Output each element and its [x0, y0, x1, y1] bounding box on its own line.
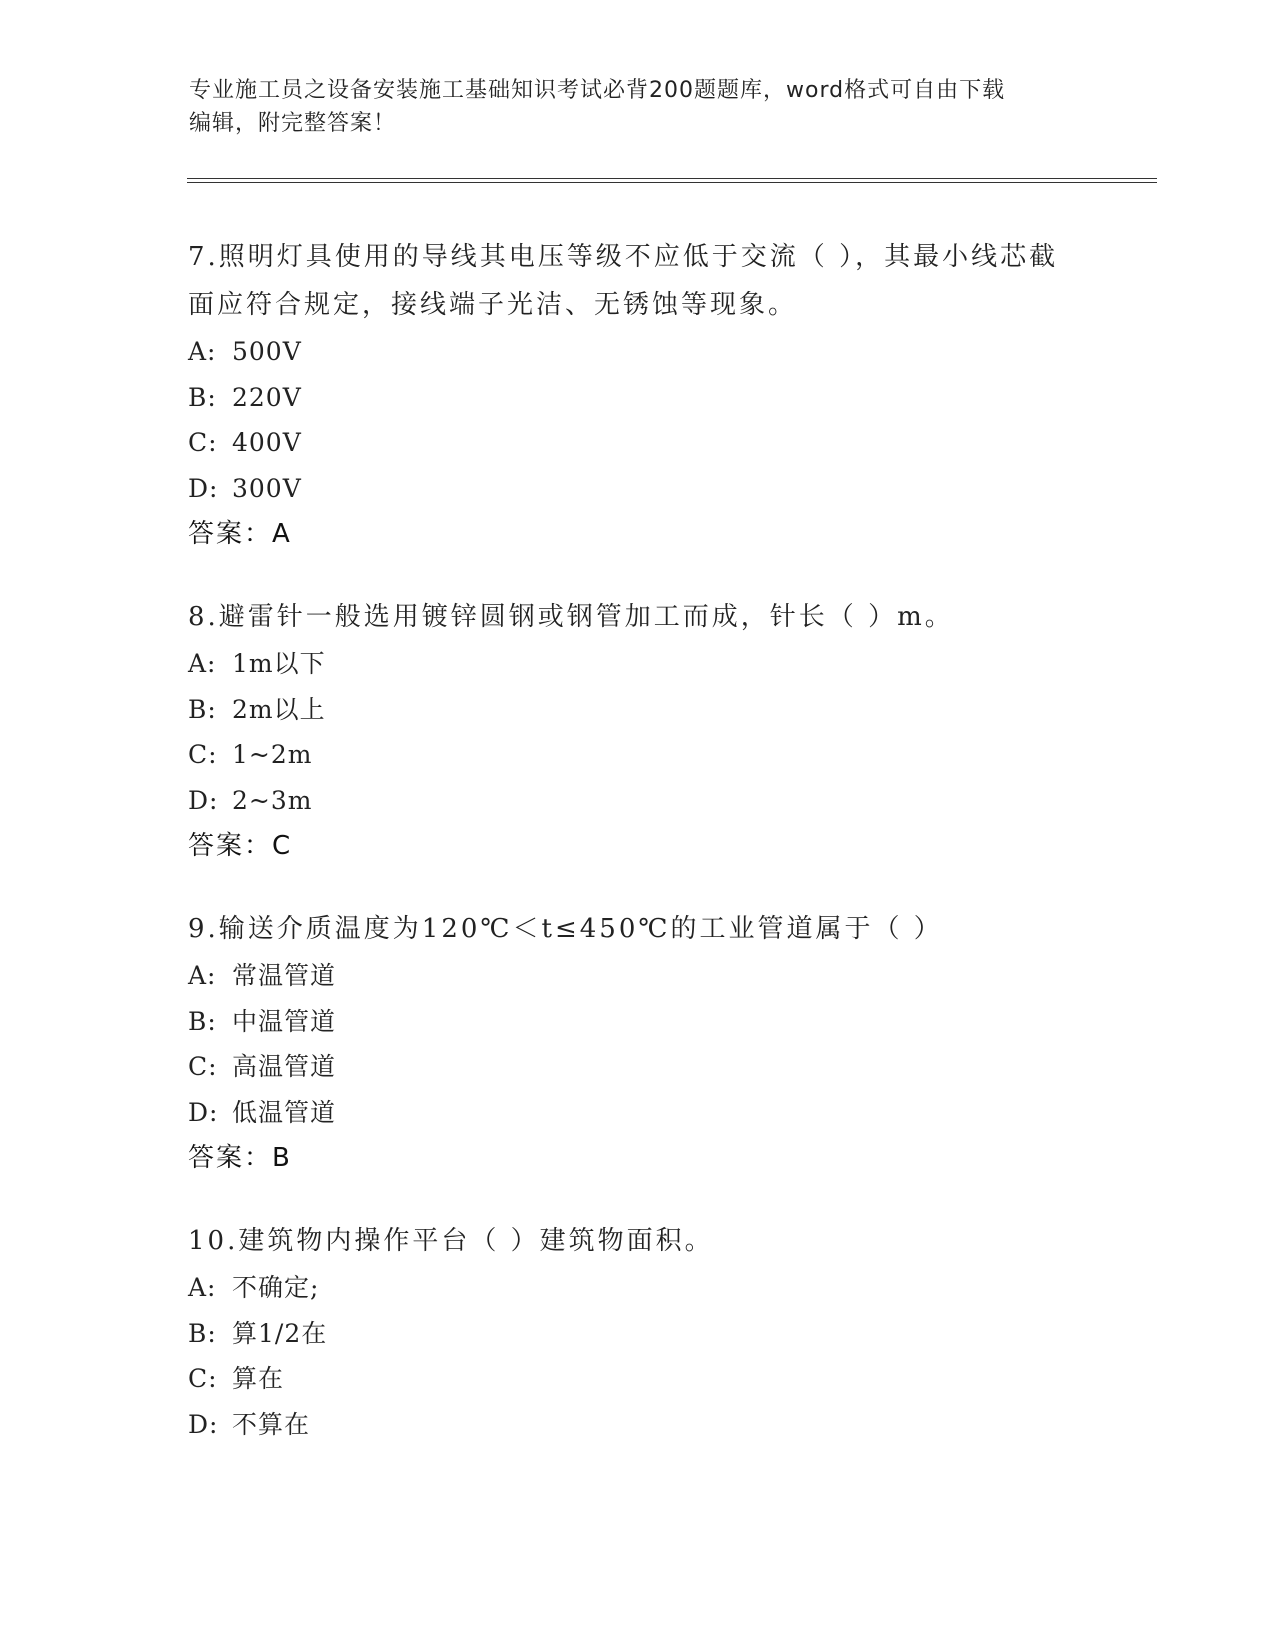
option-a — [188, 329, 1088, 375]
question-stem-line-1: 9.输送介质温度为120℃＜t≤450℃的工业管道属于（ ） — [188, 914, 943, 944]
option-label: D: — [188, 1097, 219, 1127]
option-b — [188, 999, 1088, 1045]
question-9 — [188, 905, 1088, 1181]
option-text: 2m以上 — [232, 694, 326, 724]
option-label: C: — [188, 1052, 218, 1081]
option-text: 500V — [232, 337, 302, 366]
option-b — [188, 1311, 1088, 1357]
option-text: 400V — [232, 428, 302, 457]
option-label: C: — [188, 740, 218, 769]
option-c — [188, 420, 1088, 466]
option-a — [188, 1265, 1088, 1311]
option-text: 低温管道 — [232, 1097, 337, 1127]
option-b — [188, 687, 1088, 733]
option-label: A: — [188, 337, 217, 366]
question-8 — [188, 593, 1088, 869]
option-text: 高温管道 — [232, 1052, 337, 1081]
option-label: A: — [188, 961, 217, 990]
header-line-2: 编辑，附完整答案！ — [189, 111, 397, 136]
option-label: D: — [188, 473, 219, 503]
option-text: 不算在 — [232, 1409, 311, 1439]
document-header — [189, 74, 1089, 140]
option-c — [188, 1044, 1088, 1090]
question-10 — [188, 1217, 1088, 1447]
question-stem — [188, 593, 1088, 641]
option-text: 算1/2在 — [232, 1318, 328, 1348]
option-label: C: — [188, 428, 218, 457]
answer-line: 答案：B — [188, 1143, 292, 1173]
option-a — [188, 641, 1088, 687]
option-text: 2~3m — [232, 785, 313, 815]
question-stem-line-1: 7.照明灯具使用的导线其电压等级不应低于交流（ ），其最小线芯截 — [188, 242, 1059, 272]
option-label: B: — [188, 1318, 217, 1348]
question-stem-line-1: 8.避雷针一般选用镀锌圆钢或钢管加工而成，针长（ ）m。 — [188, 602, 954, 632]
header-line-1: 专业施工员之设备安装施工基础知识考试必背200题题库，word格式可自由下载 — [189, 78, 1006, 103]
option-d — [188, 778, 1088, 824]
option-d — [188, 1090, 1088, 1136]
option-text: 300V — [232, 473, 302, 503]
option-text: 1m以下 — [232, 649, 326, 678]
question-stem-line-1: 10.建筑物内操作平台（ ）建筑物面积。 — [188, 1226, 714, 1256]
question-stem — [188, 233, 1088, 329]
option-label: A: — [188, 1273, 217, 1302]
option-text: 220V — [232, 382, 302, 412]
option-text: 算在 — [232, 1364, 285, 1393]
question-stem — [188, 1217, 1088, 1265]
question-stem — [188, 905, 1088, 953]
option-d — [188, 466, 1088, 512]
answer-line: 答案：A — [188, 519, 292, 549]
option-c — [188, 1356, 1088, 1402]
option-b — [188, 375, 1088, 421]
option-a — [188, 953, 1088, 999]
option-label: B: — [188, 1006, 217, 1036]
question-7 — [188, 233, 1088, 557]
option-text: 常温管道 — [232, 961, 337, 990]
option-label: A: — [188, 649, 217, 678]
option-label: D: — [188, 785, 219, 815]
question-stem-line-2: 面应符合规定，接线端子光洁、无锈蚀等现象。 — [188, 290, 798, 320]
option-text: 1~2m — [232, 740, 313, 769]
option-label: B: — [188, 382, 217, 412]
option-d — [188, 1402, 1088, 1448]
option-text: 不确定; — [232, 1273, 320, 1302]
option-text: 中温管道 — [232, 1006, 337, 1036]
question-list — [188, 233, 1088, 1483]
answer-line: 答案：C — [188, 831, 293, 861]
option-label: C: — [188, 1364, 218, 1393]
option-label: B: — [188, 694, 217, 724]
header-divider — [187, 178, 1157, 183]
option-c — [188, 732, 1088, 778]
option-label: D: — [188, 1409, 219, 1439]
